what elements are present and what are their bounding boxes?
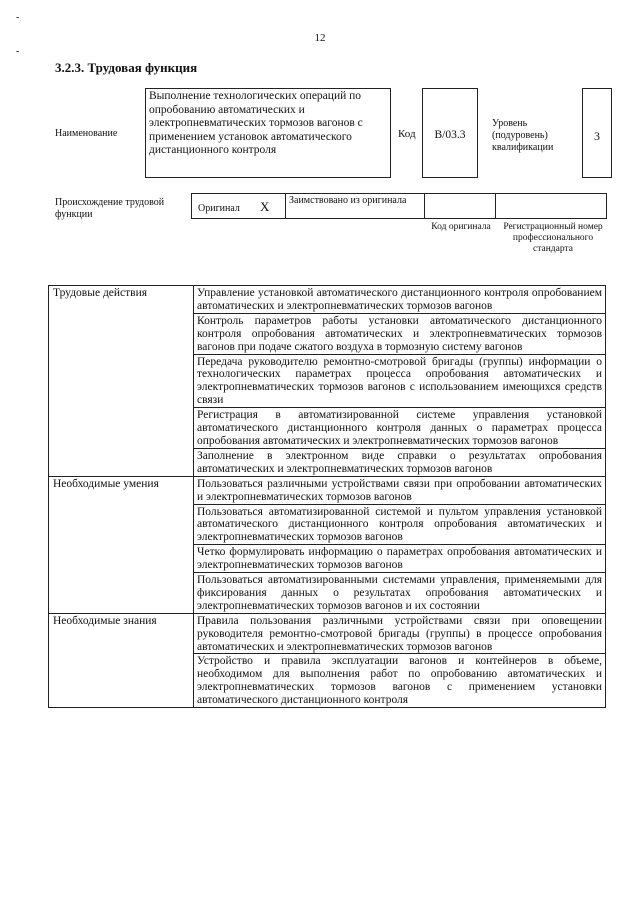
section-heading: Необходимые умения: [49, 476, 194, 613]
table-row: [49, 286, 606, 314]
level-value: 3: [594, 129, 600, 143]
section-title: 3.2.3. Трудовая функция: [55, 60, 198, 75]
margin-mark-bottom: -: [16, 46, 20, 57]
table-cell: Регистрация в автоматизированной системе управления установкой автоматического дистанционного контроля данных о параметрах процесса опробования автоматических и электропневматических тормозов вагонов: [194, 408, 606, 449]
borrowed-label: Заимствовано из оригинала: [289, 195, 407, 206]
table-cell: Пользоваться различными устройствами связи при опробовании автоматических и электропневматических тормозов вагонов: [194, 476, 606, 504]
origin-cell-borrowed: [285, 193, 425, 219]
name-label: Наименование: [55, 128, 118, 139]
name-value-box: [145, 88, 391, 178]
origin-cell-reg-number: [495, 193, 607, 219]
original-label: Оригинал: [198, 203, 240, 214]
table-cell: Управление установкой автоматического дистанционного контроля опробованием автоматических и электропневматических тормозов вагонов: [194, 286, 606, 314]
origin-label: Происхождение трудовой функции: [55, 197, 165, 220]
origin-cell-code: [424, 193, 496, 219]
table-cell: Контроль параметров работы установки автоматического дистанционного контроля опробования автоматических и электропневматических тормозов вагонов при подаче сжатого воздуха в тормозную систему вагонов: [194, 313, 606, 354]
table-cell: Правила пользования различными устройствами связи при оповещении руководителя ремонтно-смотровой бригады (группы) в процессе опробования автоматических и электропневматических тормозов вагонов: [194, 613, 606, 654]
function-details-table: [48, 285, 606, 708]
table-cell: Пользоваться автоматизированными системами управления, применяемыми для фиксирования данных о результатах опробования автоматических и электропневматических тормозов вагонов и их состоянии: [194, 573, 606, 614]
table-cell: Заполнение в электронном виде справки о результатах опробования автоматических и электропневматических тормозов вагонов: [194, 448, 606, 476]
name-value: Выполнение технологических операций по опробованию автоматических и электропневматических тормозов вагонов с применением установок автоматического дистанционного контроля: [149, 90, 363, 156]
table-row: [49, 476, 606, 504]
level-value-box: [582, 88, 612, 178]
level-label: [492, 118, 572, 154]
table-cell: Четко формулировать информацию о параметрах опробования автоматических и электропневматических тормозов вагонов: [194, 545, 606, 573]
section-heading: Необходимые знания: [49, 613, 194, 707]
code-value-box: [422, 88, 478, 178]
code-label: Код: [398, 128, 416, 140]
code-value: B/03.3: [434, 129, 466, 141]
margin-mark-top: -: [16, 12, 20, 23]
page-number: 12: [314, 32, 326, 44]
table-cell: Передача руководителю ремонтно-смотровой бригады (группы) информации о технологических параметрах процесса опробования автоматических и электропневматических тормозов вагонов с использованием имеющихся средств связи: [194, 354, 606, 408]
original-mark: X: [260, 199, 270, 214]
section-heading: Трудовые действия: [49, 286, 194, 477]
table-cell: Устройство и правила эксплуатации вагонов и контейнеров в объеме, необходимом для выполнения работ по опробованию автоматических и электропневматических тормозов вагонов с применением установки автоматического дистанционного контроля: [194, 654, 606, 708]
level-label-text: Уровень (подуровень) квалификации: [492, 118, 554, 153]
origin-cell-original: [191, 193, 286, 219]
code-origin-label: Код оригинала: [431, 222, 491, 232]
reg-number-label: Регистрационный номер профессионального стандарта: [503, 222, 603, 254]
table-cell: Пользоваться автоматизированной системой и пультом управления установкой автоматического дистанционного контроля опробования автоматических и электропневматических тормозов вагонов: [194, 504, 606, 545]
table-row: [49, 613, 606, 654]
